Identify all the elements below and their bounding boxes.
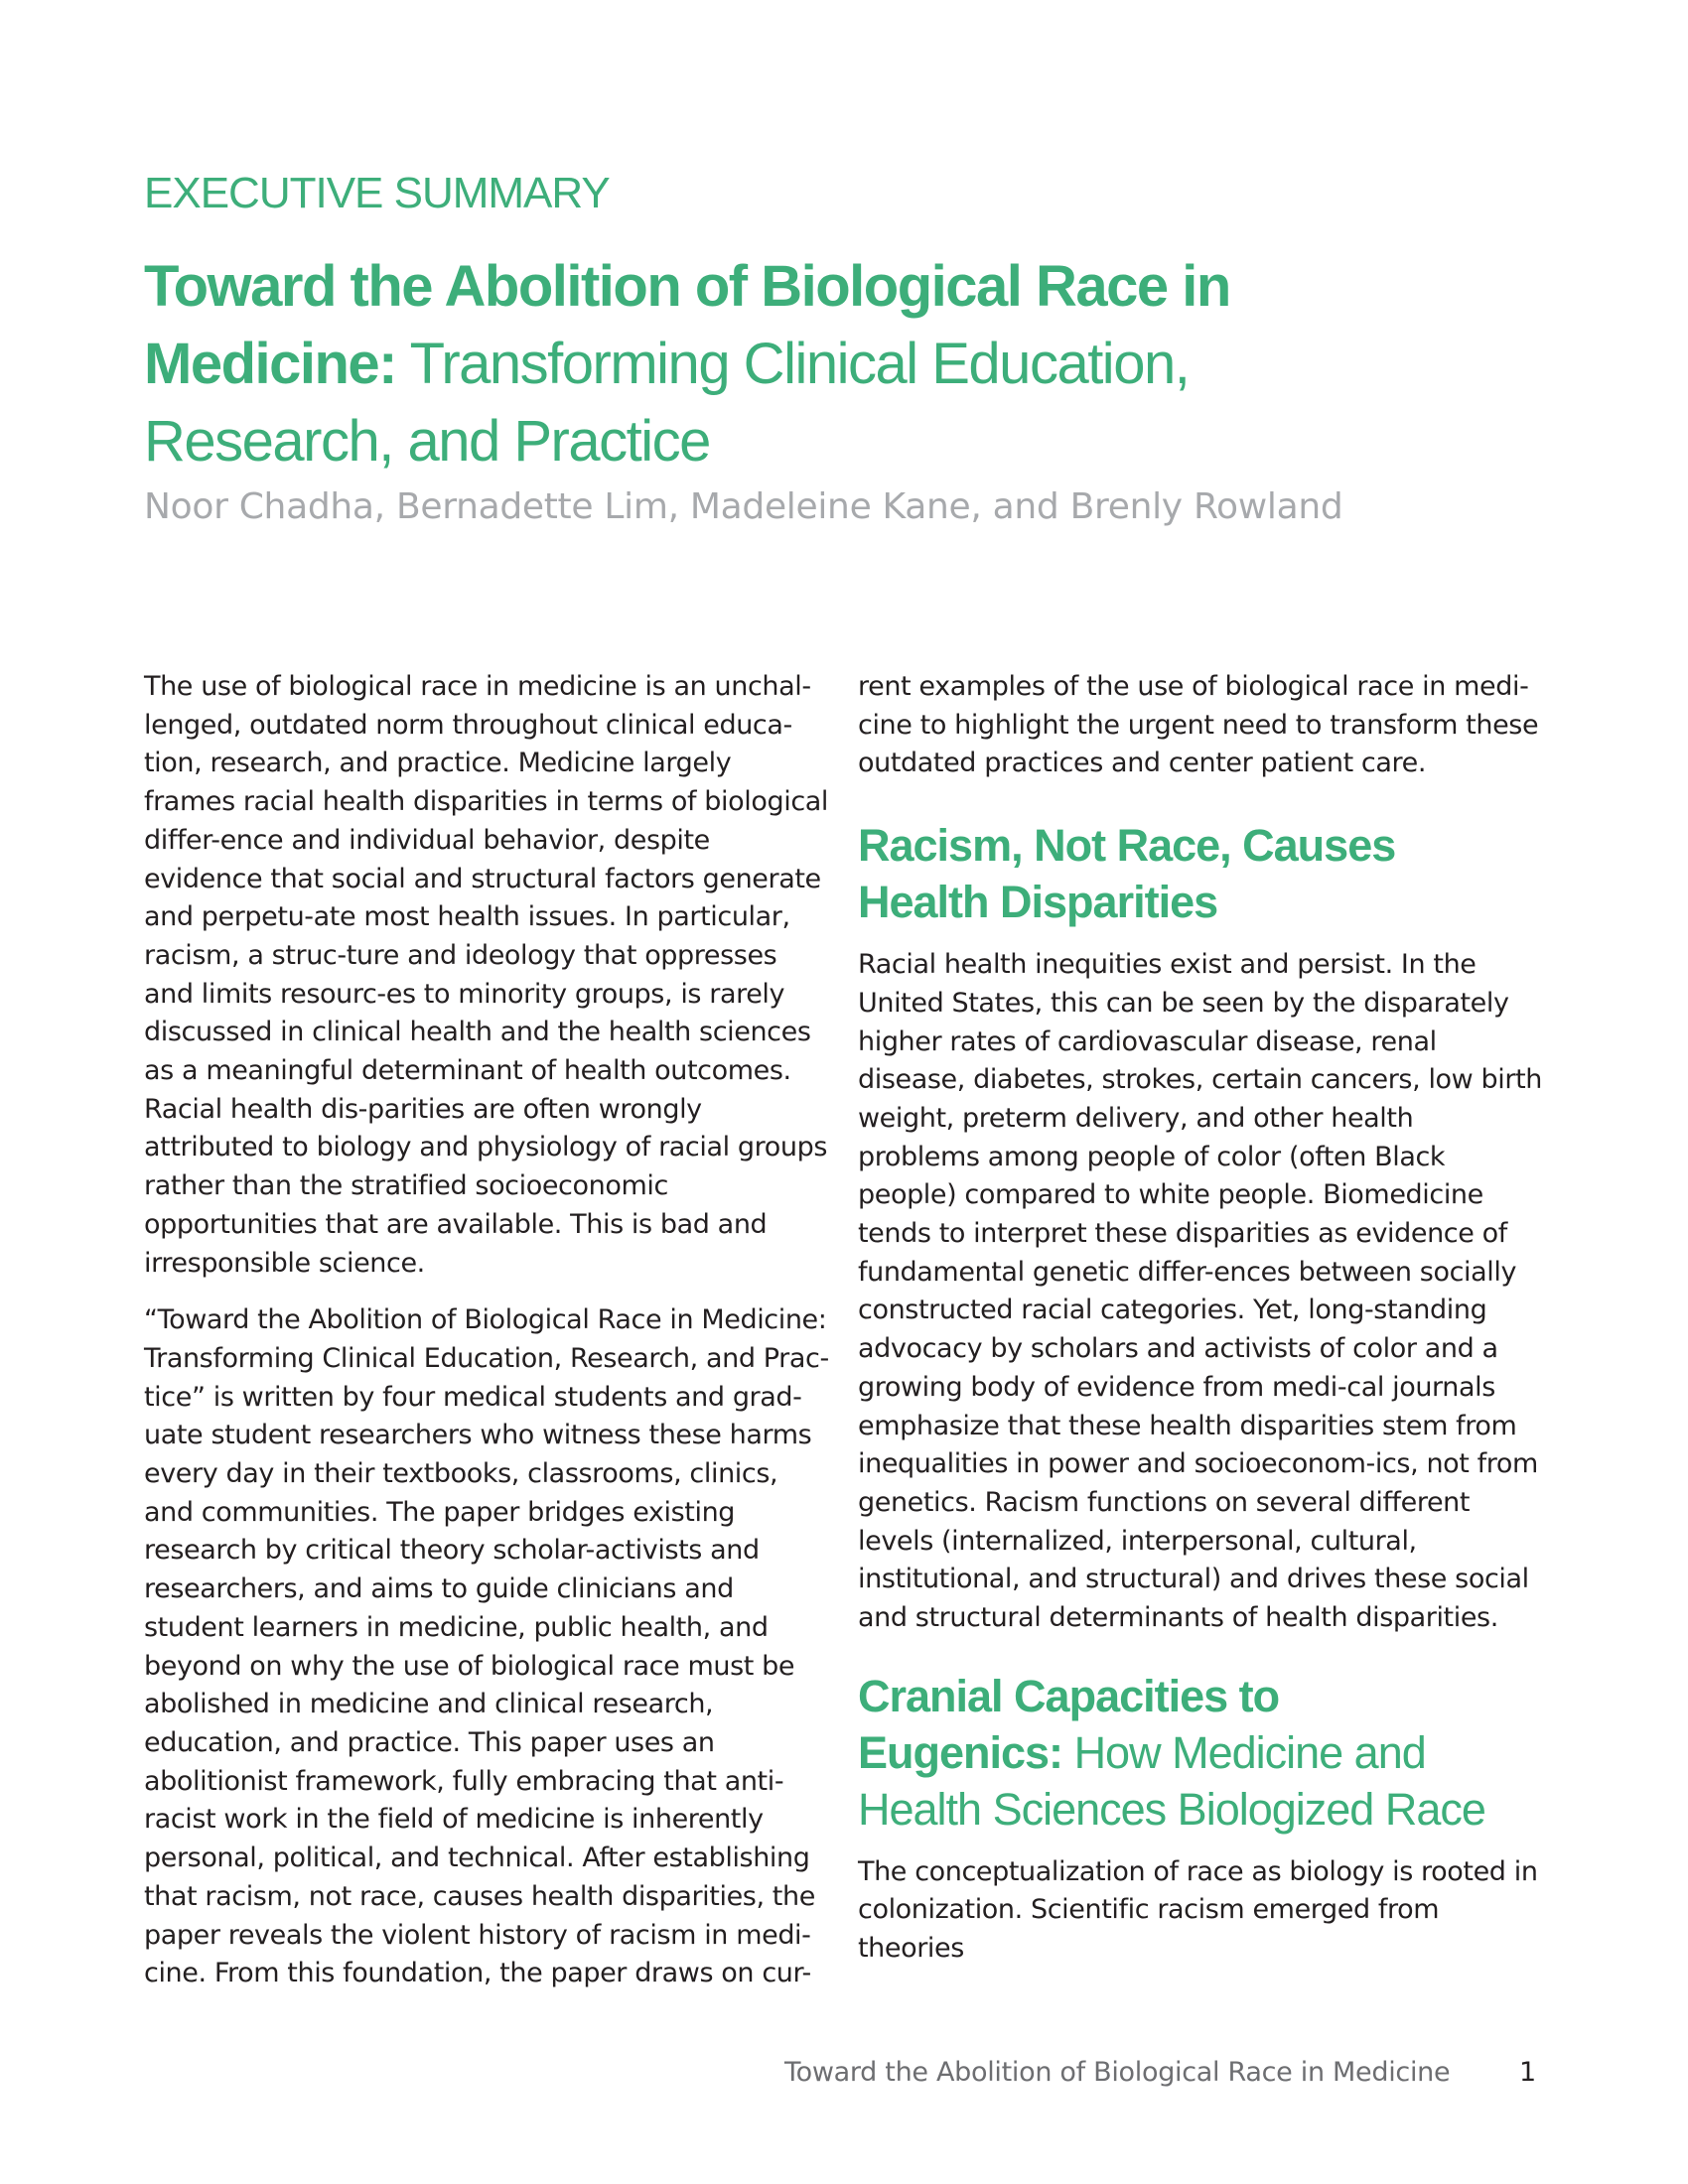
intro-paragraph: The use of biological race in medicine is an unchal-lenged, outdated norm throughout clinical educa-tion, research, and practice. Medicine largely frames racial health disparities in terms of biological differ-ence and individual behavior, despite evidence that social and structural factors generate and perpetu-ate most health issues. In particular, racism, a struc-ture and ideology that oppresses and limits resourc-es to minority groups, is rarely discussed in clinical health and the health sciences as a meaningful determinant of health outcomes. Racial health dis-parities are often wrongly attributed to biology and physiology of racial groups rather than the stratified socioeconomic opportunities that are available. This is bad and irresponsible science. <box>144 671 829 1279</box>
section-heading-cranial <box>858 1668 1493 1838</box>
kicker: EXECUTIVE SUMMARY <box>144 169 610 217</box>
about-paper-paragraph: “Toward the Abolition of Biological Race in Medicine: Transforming Clinical Education, Research, and Prac-tice” is written by four medical students and grad-uate student researchers who witness these harms every day in their textbooks, classrooms, clinics, and communities. The paper bridges existing research by critical theory scholar-activists and researchers, and aims to guide clinicians and student learners in medicine, public health, and beyond on why the use of biological race must be abolished in medicine and clinical research, education, and practice. This paper uses an abolitionist framework, fully embracing that anti-racist work in the field of medicine is inherently personal, political, and technical. After establishing that racism, not race, causes health disparities, the paper reveals the violent history of racism in medi-cine. From this foundation, the paper draws on cur- <box>144 1304 829 1989</box>
section-body-cranial: The conceptualization of race as biology is rooted in colonization. Scientific racism emerged from theories <box>858 1855 1538 1965</box>
page-number: 1 <box>1519 2057 1537 2088</box>
page-title <box>144 248 1395 480</box>
running-footer: Toward the Abolition of Biological Race in Medicine <box>784 2057 1451 2088</box>
section-body-racism: Racial health inequities exist and persist. In the United States, this can be seen by the disparately higher rates of cardiovascular disease, renal disease, diabetes, strokes, certain cancers, low birth weight, preterm delivery, and other health problems among people of color (often Black people) compared to white people. Biomedicine tends to interpret these disparities as evidence of fundamental genetic differ-ences between socially constructed racial categories. Yet, long-standing advocacy by scholars and activists of color and a growing body of evidence from medi-cal journals emphasize that these health disparities stem from inequalities in power and socioeconom-ics, not from genetics. Racism functions on several different levels (internalized, interpersonal, cultural, institutional, and structural) and drives these social and structural determinants of health disparities. <box>858 949 1542 1634</box>
section-heading-cranial-rest: How Medicine and Health Sciences Biologized Race <box>858 1726 1485 1835</box>
authors: Noor Chadha, Bernadette Lim, Madeleine Kane, and Brenly Rowland <box>144 486 1343 527</box>
left-column <box>144 668 829 2012</box>
right-column <box>858 668 1543 1987</box>
continuation-paragraph: rent examples of the use of biological race in medi-cine to highlight the urgent need to transform these outdated practices and center patient care. <box>858 671 1539 779</box>
section-heading-racism: Racism, Not Race, Causes Health Disparities <box>858 820 1396 928</box>
title-bold: Toward the Abolition of Biological Race in Medicine: <box>144 254 1230 396</box>
title-subtitle: Transforming Clinical Education, Research, and Practice <box>144 332 1190 474</box>
section-heading-cranial-bold: Cranial Capacities to Eugenics: <box>858 1670 1280 1778</box>
